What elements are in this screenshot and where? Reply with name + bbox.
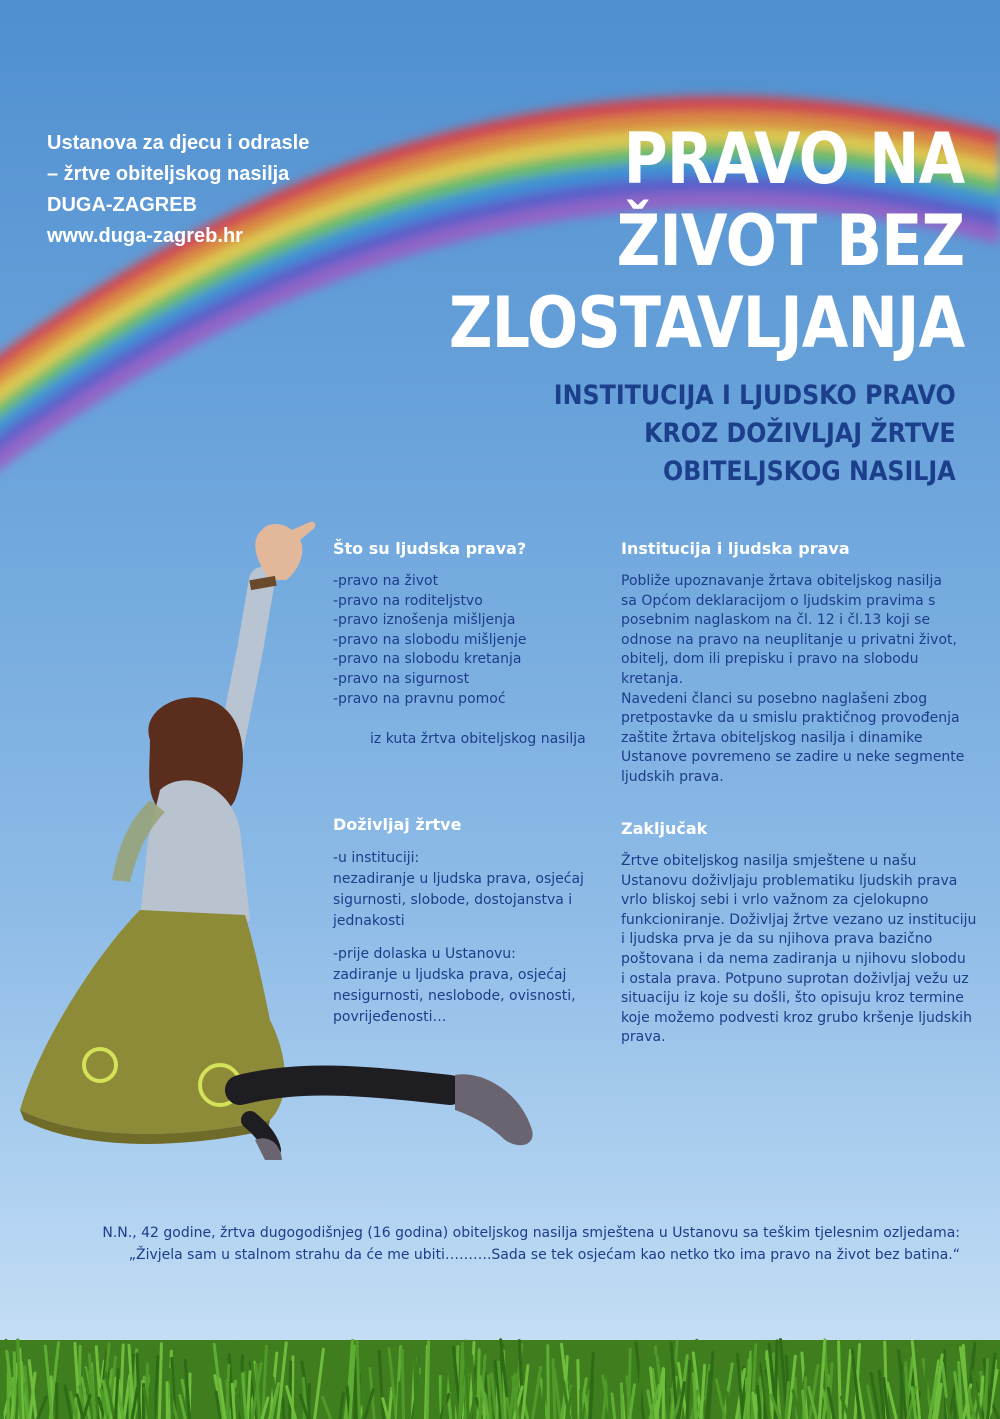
institucija-text (621, 572, 964, 788)
section-title-institucija: Institucija i ljudska prava (621, 539, 850, 558)
testimonial-quote (60, 1222, 960, 1266)
text-line: odnose na pravo na neuplitanje u privatni život, (621, 631, 957, 648)
text-line: povrijeđenosti… (333, 1009, 447, 1025)
text-line: i ljudska prva je da su njihova prava bazično (621, 931, 933, 948)
text-line: -u instituciji: (333, 850, 420, 866)
text-line: Navedeni članci su posebno naglašeni zbog (621, 690, 928, 707)
quote-line-2: „Živjela sam u stalnom strahu da će me ubiti……….Sada se tek osjećam kao netko tko ima pravo na život bez batina.“ (128, 1247, 960, 1263)
text-line: sa Općom deklaracijom o ljudskim pravima s (621, 592, 936, 609)
list-item: -pravo na slobodu mišljenje (333, 631, 527, 648)
text-line: situaciju iz koje su došli, što opisuju kroz termine (621, 990, 964, 1007)
dozivljaj-text (333, 848, 584, 1028)
text-line: zadiranje u ljudska prava, osjećaj (333, 967, 567, 983)
subtitle-line-1: INSTITUCIJA I LJUDSKO PRAVO (554, 380, 956, 411)
text-line: prava. (621, 1029, 666, 1046)
section-title-zakljucak: Zaključak (621, 819, 708, 838)
text-line: nesigurnosti, neslobode, ovisnosti, (333, 988, 576, 1004)
text-line: koje možemo podvesti kroz grubo kršenje ljudskih (621, 1009, 972, 1026)
organization-info (47, 128, 309, 252)
text-line: Pobliže upoznavanje žrtava obiteljskog nasilja (621, 573, 942, 589)
text-line: funkcioniranje. Doživljaj žrtve vezano uz instituciju (621, 911, 977, 928)
text-line: pretpostavke da u smislu praktičnog provođenja (621, 710, 960, 727)
main-title (449, 118, 964, 364)
section-title-dozivljaj: Doživljaj žrtve (333, 815, 462, 834)
section-title-ljudska-prava: Što su ljudska prava? (333, 539, 527, 558)
section1-note (370, 730, 586, 750)
note-text: iz kuta žrtva obiteljskog nasilja (370, 731, 586, 747)
list-item: -pravo na pravnu pomoć (333, 690, 506, 707)
text-line: poštovana i da nema zadiranja u njihovu slobodu (621, 950, 966, 967)
list-item: -pravo na život (333, 573, 439, 589)
subtitle-line-3: OBITELJSKOG NASILJA (663, 456, 956, 487)
text-line: vrlo bliskoj sebi i vrlo važnom za cjelokupno (621, 892, 929, 909)
text-line (333, 932, 584, 944)
text-line: sigurnosti, slobode, dostojanstva i (333, 892, 573, 908)
zakljucak-text (621, 852, 976, 1048)
text-line: Žrtve obiteljskog nasilja smještene u našu (621, 853, 917, 869)
text-line: -prije dolaska u Ustanovu: (333, 946, 516, 962)
list-item: -pravo na slobodu kretanja (333, 651, 522, 668)
org-line-2: – žrtve obiteljskog nasilja (47, 163, 290, 185)
grass-image (0, 1300, 1000, 1419)
org-line-3: DUGA-ZAGREB (47, 194, 197, 216)
org-website: www.duga-zagreb.hr (47, 225, 243, 247)
org-line-1: Ustanova za djecu i odrasle (47, 132, 310, 154)
list-item: -pravo na sigurnost (333, 670, 470, 687)
title-line-3: ZLOSTAVLJANJA (448, 282, 964, 364)
title-line-1: PRAVO NA (623, 118, 964, 200)
subtitle-line-2: KROZ DOŽIVLJAJ ŽRTVE (644, 418, 956, 449)
list-item: -pravo iznošenja mišljenja (333, 612, 516, 629)
title-line-2: ŽIVOT BEZ (616, 200, 964, 282)
list-item: -pravo na roditeljstvo (333, 592, 483, 609)
text-line: ljudskih prava. (621, 768, 724, 785)
quote-line-1: N.N., 42 godine, žrtva dugogodišnjeg (16 godina) obiteljskog nasilja smještena u Ustanovu sa teškim tjelesnim ozljedama: (102, 1225, 960, 1241)
text-line: obitelj, dom ili prepisku i pravo na slobodu (621, 651, 919, 668)
human-rights-list (333, 572, 526, 709)
text-line: nezadiranje u ljudska prava, osjećaj (333, 871, 584, 887)
text-line: Ustanovu doživljaju problematiku ljudskih prava (621, 872, 958, 889)
subtitle (554, 377, 956, 491)
text-line: zaštite žrtava obiteljskog nasilja i dinamike (621, 729, 923, 746)
text-line: Ustanove povremeno se zadire u neke segmente (621, 749, 965, 766)
text-line: jednakosti (333, 913, 405, 929)
text-line: posebnim naglaskom na čl. 12 i čl.13 koji se (621, 612, 931, 629)
text-line: i ostala prava. Potpuno suprotan doživljaj vežu uz (621, 970, 969, 987)
text-line: kretanja. (621, 670, 684, 687)
